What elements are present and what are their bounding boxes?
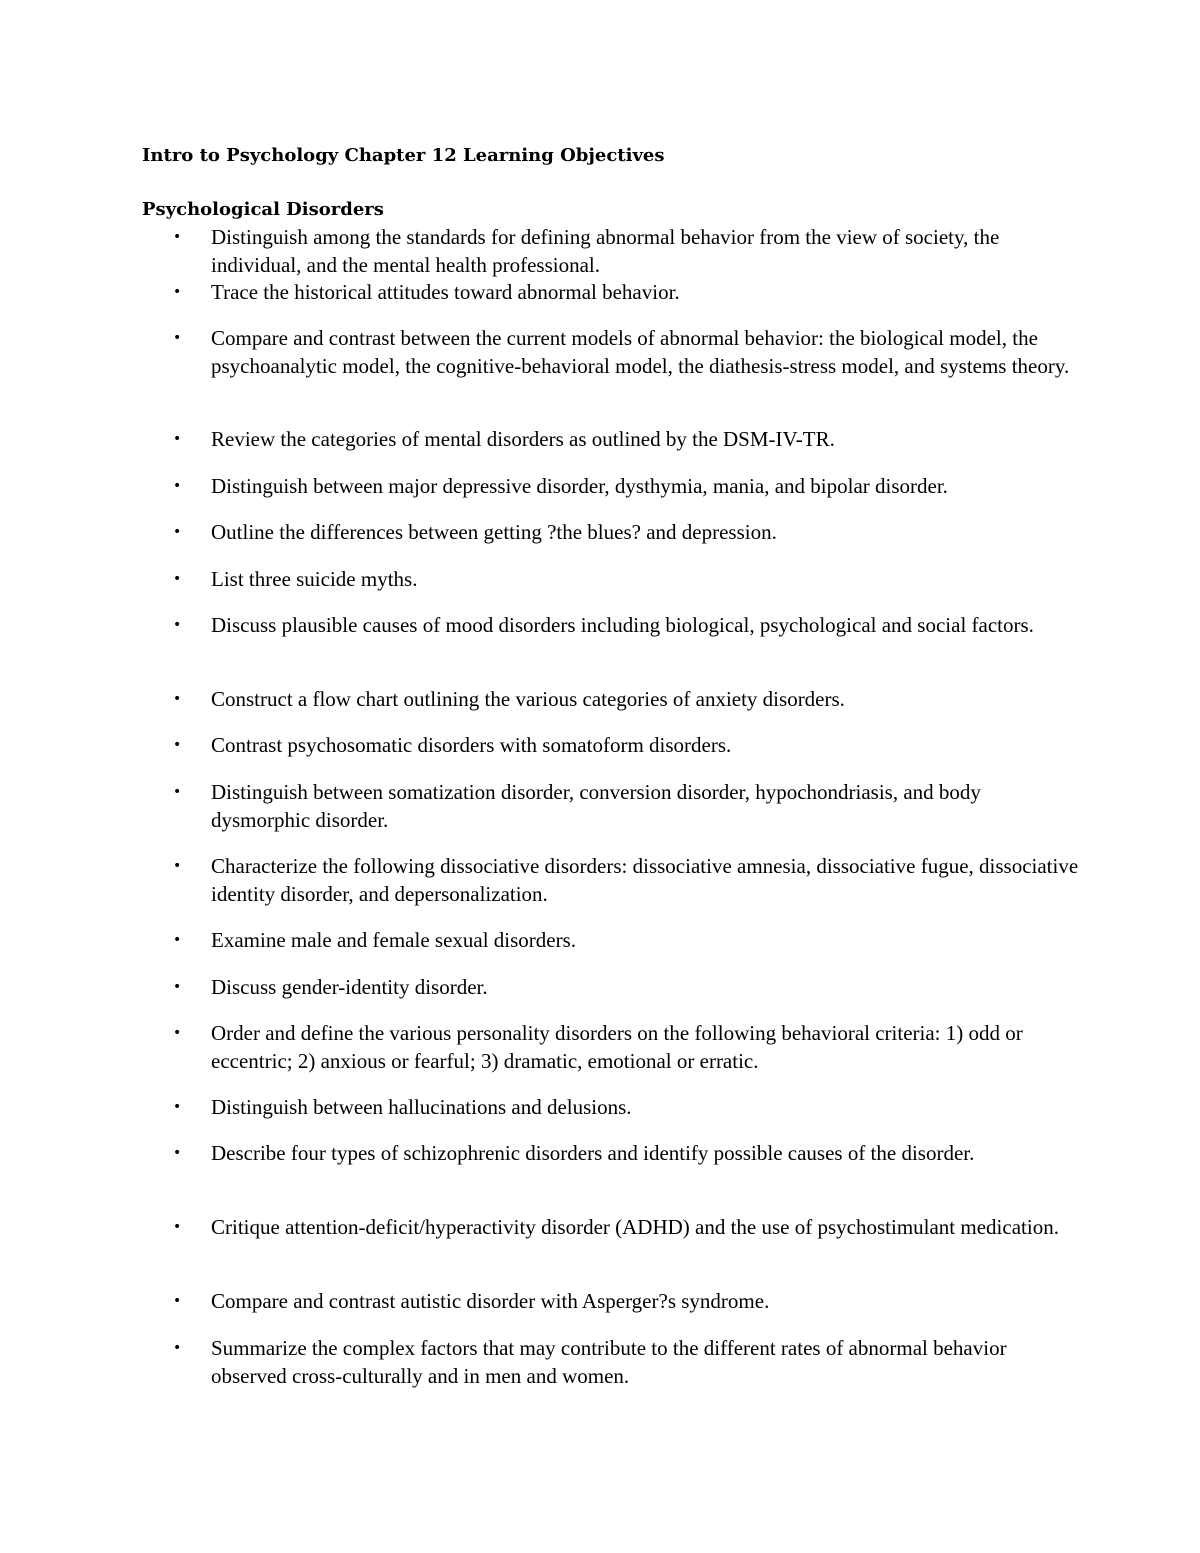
document-title: Intro to Psychology Chapter 12 Learning Objectives: [142, 145, 665, 166]
objective-text: Discuss gender-identity disorder.: [211, 975, 488, 999]
objective-text: Construct a flow chart outlining the various categories of anxiety disorders.: [211, 687, 845, 711]
objective-text: List three suicide myths.: [211, 567, 418, 591]
bullet-icon: •: [173, 1025, 182, 1041]
objective-text: Review the categories of mental disorders as outlined by the DSM-IV-TR.: [211, 427, 835, 451]
bullet-icon: •: [173, 229, 182, 245]
bullet-icon: •: [173, 478, 182, 494]
bullet-icon: •: [173, 1099, 182, 1115]
objective-text: Discuss plausible causes of mood disorders including biological, psychological and social factors.: [211, 613, 1034, 637]
objective-text: Distinguish between somatization disorder, conversion disorder, hypochondriasis, and body dysmorphic disorder.: [211, 780, 981, 832]
bullet-icon: •: [173, 784, 182, 800]
bullet-icon: •: [173, 524, 182, 540]
objective-text: Distinguish between hallucinations and delusions.: [211, 1095, 632, 1119]
objective-text: Critique attention-deficit/hyperactivity disorder (ADHD) and the use of psychostimulant medication.: [211, 1215, 1059, 1239]
bullet-icon: •: [173, 979, 182, 995]
section-heading: Psychological Disorders: [142, 199, 384, 220]
bullet-icon: •: [173, 737, 182, 753]
bullet-icon: •: [173, 617, 182, 633]
objective-text: Trace the historical attitudes toward abnormal behavior.: [211, 280, 680, 304]
bullet-icon: •: [173, 284, 182, 300]
bullet-icon: •: [173, 691, 182, 707]
bullet-icon: •: [173, 1340, 182, 1356]
objective-text: Contrast psychosomatic disorders with somatoform disorders.: [211, 733, 732, 757]
objective-text: Summarize the complex factors that may contribute to the different rates of abnormal behavior observed cross-culturally and in men and women.: [211, 1336, 1007, 1388]
objective-text: Describe four types of schizophrenic disorders and identify possible causes of the disorder.: [211, 1141, 975, 1165]
bullet-icon: •: [173, 571, 182, 587]
bullet-icon: •: [173, 431, 182, 447]
objective-text: Compare and contrast autistic disorder with Asperger?s syndrome.: [211, 1289, 770, 1313]
bullet-icon: •: [173, 1145, 182, 1161]
objective-text: Examine male and female sexual disorders.: [211, 928, 577, 952]
bullet-icon: •: [173, 1293, 182, 1309]
objective-text: Distinguish among the standards for defining abnormal behavior from the view of society, the individual, and the mental health professional.: [211, 225, 1000, 277]
bullet-icon: •: [173, 1219, 182, 1235]
bullet-icon: •: [173, 858, 182, 874]
bullet-icon: •: [173, 330, 182, 346]
objective-text: Distinguish between major depressive disorder, dysthymia, mania, and bipolar disorder.: [211, 474, 948, 498]
objective-text: Characterize the following dissociative disorders: dissociative amnesia, dissociative fugue, dissociative identity disorder, and depersonalization.: [211, 854, 1079, 906]
objective-text: Outline the differences between getting ?the blues? and depression.: [211, 520, 777, 544]
objective-text: Compare and contrast between the current models of abnormal behavior: the biological model, the psychoanalytic model, the cognitive-behavioral model, the diathesis-stress model, and systems theory.: [211, 326, 1070, 378]
bullet-icon: •: [173, 932, 182, 948]
objective-text: Order and define the various personality disorders on the following behavioral criteria: 1) odd or eccentric; 2) anxious or fearful; 3) dramatic, emotional or erratic.: [211, 1021, 1023, 1073]
